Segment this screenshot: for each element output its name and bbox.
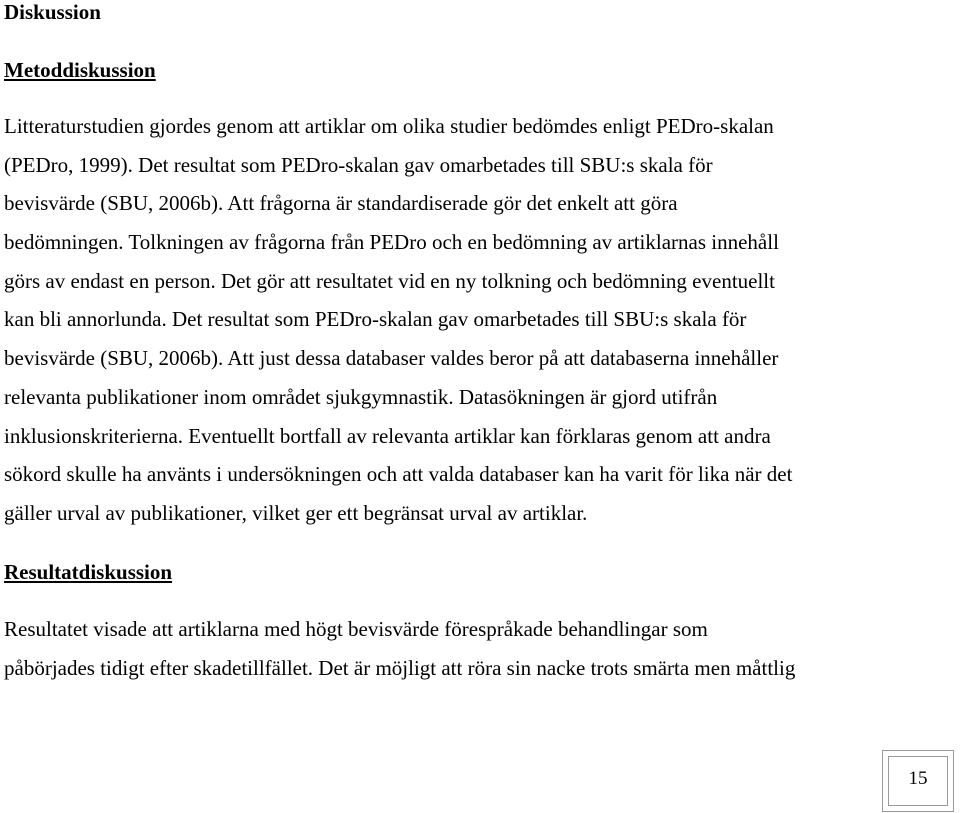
page-number-frame <box>882 750 954 812</box>
text-line: bevisvärde (SBU, 2006b). Att frågorna är standardiserade gör det enkelt att göra <box>4 191 678 216</box>
paragraph-metoddiskussion <box>4 107 954 533</box>
text-line: (PEDro, 1999). Det resultat som PEDro-skalan gav omarbetades till SBU:s skala för <box>4 152 713 177</box>
text-line: relevanta publikationer inom området sjukgymnastik. Datasökningen är gjord utifrån <box>4 384 718 409</box>
text-line: bevisvärde (SBU, 2006b). Att just dessa databaser valdes beror på att databaserna innehåller <box>4 346 779 371</box>
text-line: sökord skulle ha använts i undersökningen och att valda databaser kan ha varit för lika när det <box>4 462 793 487</box>
text-line: Litteraturstudien gjordes genom att artiklar om olika studier bedömdes enligt PEDro-skalan <box>4 114 774 138</box>
text-line: görs av endast en person. Det gör att resultatet vid en ny tolkning och bedömning eventuellt <box>4 268 775 293</box>
section-title-resultatdiskussion: Resultatdiskussion <box>4 560 173 584</box>
page-number: 15 <box>908 768 928 789</box>
paragraph-resultatdiskussion <box>4 610 954 687</box>
section-title-metoddiskussion: Metoddiskussion <box>4 58 156 82</box>
text-line: gäller urval av publikationer, vilket ger ett begränsat urval av artiklar. <box>4 500 588 525</box>
text-line: bedömningen. Tolkningen av frågorna från PEDro och en bedömning av artiklarnas innehåll <box>4 230 779 255</box>
text-line: påbörjades tidigt efter skadetillfället. Det är möjligt att röra sin nacke trots smärta men måttlig <box>4 655 796 680</box>
text-line: Resultatet visade att artiklarna med högt bevisvärde förespråkade behandlingar som <box>4 617 708 641</box>
page-heading: Diskussion <box>4 0 101 24</box>
text-line: kan bli annorlunda. Det resultat som PEDro-skalan gav omarbetades till SBU:s skala för <box>4 307 747 332</box>
text-line: inklusionskriterierna. Eventuellt bortfall av relevanta artiklar kan förklaras genom att andra <box>4 423 771 448</box>
